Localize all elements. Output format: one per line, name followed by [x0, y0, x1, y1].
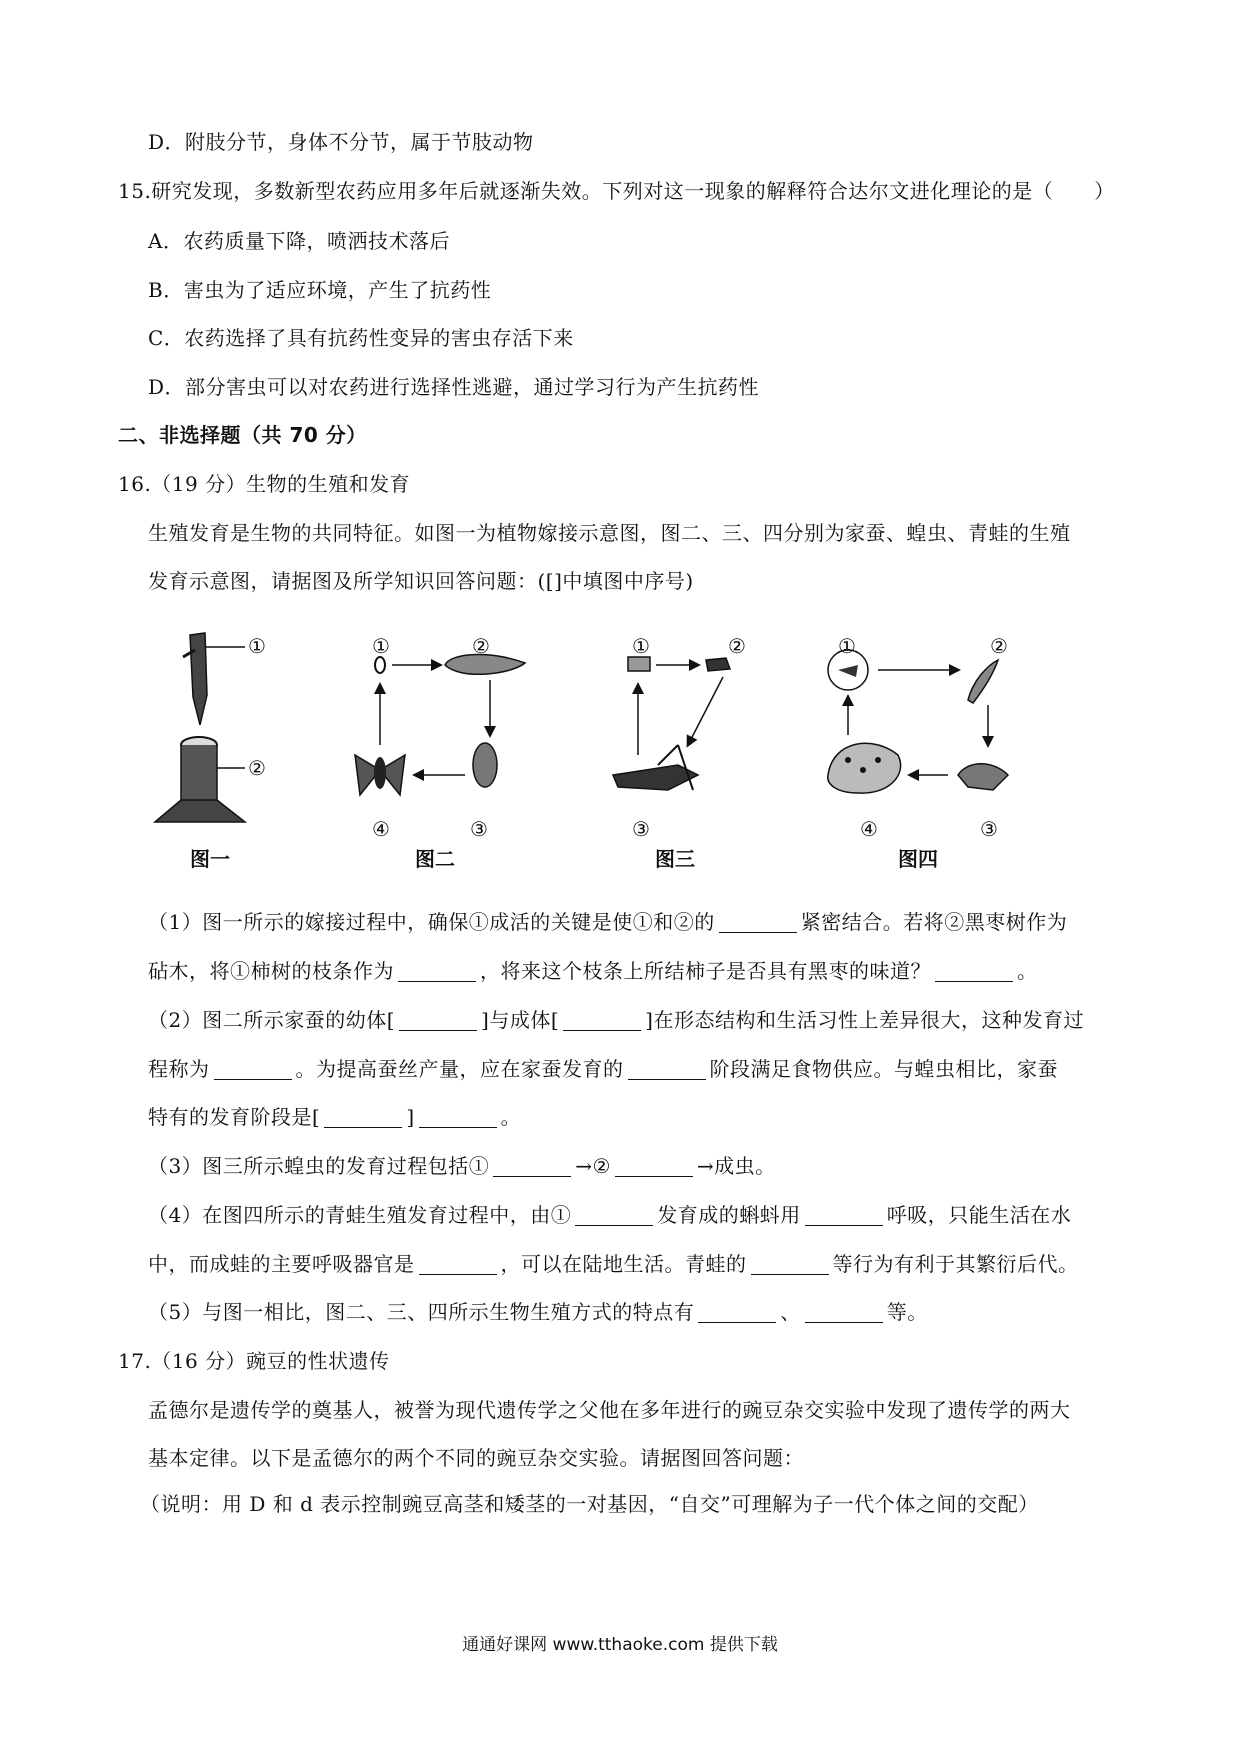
answer-blank[interactable]: [935, 961, 1013, 982]
answer-blank[interactable]: [324, 1107, 402, 1128]
fig3-caption: 图三: [655, 847, 695, 871]
answer-blank[interactable]: [399, 1010, 477, 1031]
answer-blank[interactable]: [419, 1254, 497, 1275]
q15-option-a: A．农药质量下降，喷洒技术落后: [148, 229, 450, 253]
q16-part4-line1: （4）在图四所示的青蛙生殖发育过程中，由① 发育成的蝌蚪用 呼吸，只能生活在水: [148, 1203, 1072, 1227]
fig2-label-4: ④: [372, 817, 391, 841]
q16-part1-line2: 砧木，将①柿树的枝条作为 ，将来这个枝条上所结柿子是否具有黑枣的味道？ 。: [148, 959, 1038, 983]
q16-part2-line1: （2）图二所示家蚕的幼体[ ]与成体[ ]在形态结构和生活习性上差异很大，这种发育过: [148, 1008, 1084, 1032]
answer-blank[interactable]: [628, 1059, 706, 1080]
answer-blank[interactable]: [719, 912, 797, 933]
q15-option-d: D．部分害虫可以对农药进行选择性逃避，通过学习行为产生抗药性: [148, 375, 760, 399]
answer-blank[interactable]: [805, 1302, 883, 1323]
fig4-label-4: ④: [860, 817, 879, 841]
figure-silkworm: [340, 625, 540, 835]
fig2-caption: 图二: [415, 847, 455, 871]
q16-part3: （3）图三所示蝗虫的发育过程包括① →② →成虫。: [148, 1154, 776, 1178]
page-footer: 通通好课网 www.tthaoke.com 提供下载: [462, 1635, 778, 1655]
section-title: 二、非选择题（共 70 分）: [118, 423, 367, 447]
q15-stem: 15.研究发现，多数新型农药应用多年后就逐渐失效。下列对这一现象的解释符合达尔文进化理论的是（ ）: [118, 179, 1115, 203]
q15-option-b: B．害虫为了适应环境，产生了抗药性: [148, 278, 492, 302]
fig2-label-2: ②: [472, 634, 491, 658]
answer-blank[interactable]: [419, 1107, 497, 1128]
q17-intro-1: 孟德尔是遗传学的奠基人，被誉为现代遗传学之父他在多年进行的豌豆杂交实验中发现了遗传学的两大: [148, 1398, 1071, 1422]
answer-blank[interactable]: [563, 1010, 641, 1031]
q17-title: 17.（16 分）豌豆的性状遗传: [118, 1349, 390, 1373]
answer-blank[interactable]: [615, 1156, 693, 1177]
answer-blank[interactable]: [698, 1302, 776, 1323]
answer-blank[interactable]: [805, 1205, 883, 1226]
q16-title: 16.（19 分）生物的生殖和发育: [118, 472, 411, 496]
answer-blank[interactable]: [493, 1156, 571, 1177]
q16-intro-2: 发育示意图，请据图及所学知识回答问题：([]中填图中序号): [148, 569, 694, 593]
figure-grafting: [145, 625, 295, 835]
q16-part1-line1: （1）图一所示的嫁接过程中，确保①成活的关键是使①和②的 紧密结合。若将②黑枣树作为: [148, 910, 1068, 934]
q16-intro-1: 生殖发育是生物的共同特征。如图一为植物嫁接示意图，图二、三、四分别为家蚕、蝗虫、青蛙的生殖: [148, 521, 1071, 545]
answer-blank[interactable]: [398, 961, 476, 982]
q16-part5: （5）与图一相比，图二、三、四所示生物生殖方式的特点有 、 等。: [148, 1300, 928, 1324]
q14-option-d: D．附肢分节，身体不分节，属于节肢动物: [148, 130, 534, 154]
answer-blank[interactable]: [214, 1059, 292, 1080]
answer-blank[interactable]: [751, 1254, 829, 1275]
fig3-label-3: ③: [632, 817, 651, 841]
fig2-label-1: ①: [372, 634, 391, 658]
fig1-label-1: ①: [248, 634, 267, 658]
answer-blank[interactable]: [575, 1205, 653, 1226]
q17-intro-2: 基本定律。以下是孟德尔的两个不同的豌豆杂交实验。请据图回答问题：: [148, 1446, 804, 1470]
fig2-label-3: ③: [470, 817, 489, 841]
q17-note: （说明：用 D 和 d 表示控制豌豆高茎和矮茎的一对基因，“自交”可理解为子一代个体之间的交配）: [140, 1492, 1039, 1516]
fig3-label-1: ①: [632, 634, 651, 658]
q16-part2-line3: 特有的发育阶段是[ ] 。: [148, 1105, 522, 1129]
q15-option-c: C．农药选择了具有抗药性变异的害虫存活下来: [148, 326, 574, 350]
fig3-label-2: ②: [728, 634, 747, 658]
fig4-caption: 图四: [898, 847, 938, 871]
fig4-label-3: ③: [980, 817, 999, 841]
q16-part2-line2: 程称为 。为提高蚕丝产量，应在家蚕发育的 阶段满足食物供应。与蝗虫相比，家蚕: [148, 1057, 1058, 1081]
q16-part4-line2: 中，而成蛙的主要呼吸器官是 ，可以在陆地生活。青蛙的 等行为有利于其繁衍后代。: [148, 1252, 1079, 1276]
fig1-caption: 图一: [190, 847, 230, 871]
fig1-label-2: ②: [248, 756, 267, 780]
fig4-label-2: ②: [990, 634, 1009, 658]
fig4-label-1: ①: [838, 634, 857, 658]
